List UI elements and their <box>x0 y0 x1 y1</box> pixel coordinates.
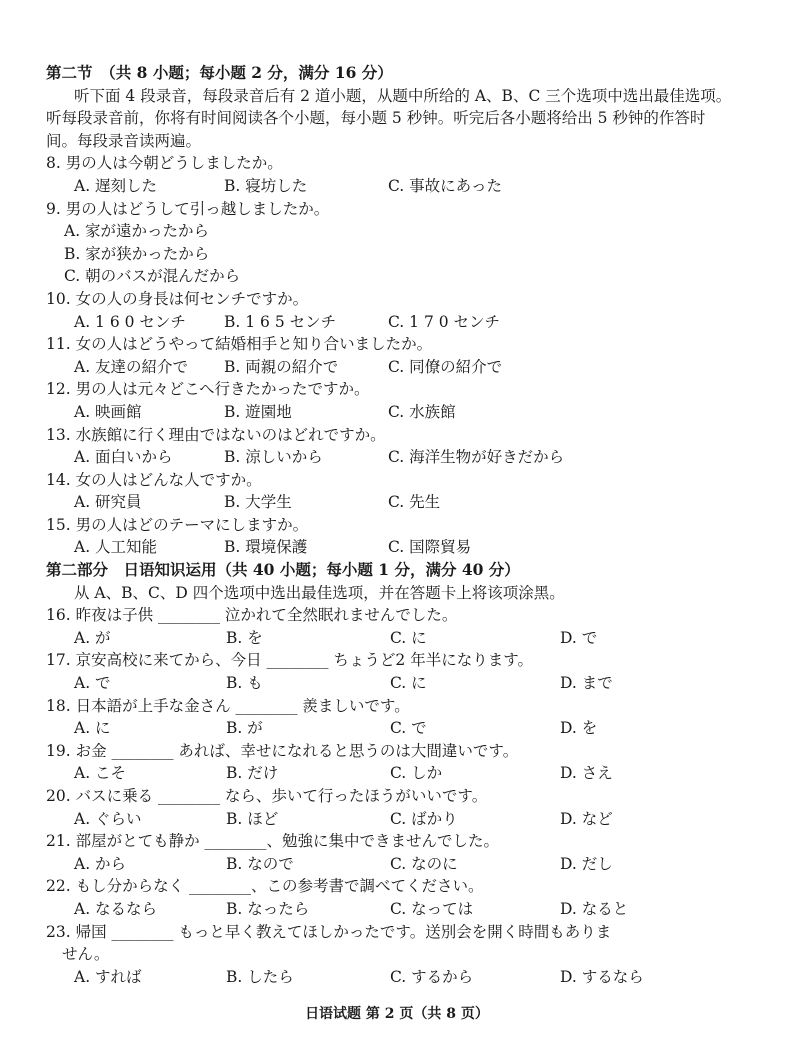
option-d: D. を <box>560 719 598 738</box>
option-b: B. 家が狭かったから <box>64 244 210 263</box>
option-c: C. に <box>390 628 427 647</box>
options <box>46 853 746 876</box>
option-c: C. 海洋生物が好きだから <box>388 448 565 467</box>
option-a: A. 家が遠かったから <box>64 222 210 241</box>
question: 17. 京安高校に来てから、今日 ________ ちょうど2 年半になります。 <box>46 651 533 670</box>
page-footer: 日语试题 第 2 页（共 8 页） <box>305 1006 489 1022</box>
question: 11. 女の人はどうやって結婚相手と知り合いましたか。 <box>46 335 433 354</box>
options <box>46 401 746 424</box>
option-c: C. 水族館 <box>388 402 456 421</box>
option-b: B. が <box>226 719 263 738</box>
option-c: C. ばかり <box>390 809 458 828</box>
option-b: B. なので <box>226 854 294 873</box>
options <box>46 446 746 469</box>
option-d: D. まで <box>560 674 613 693</box>
option-c: C. しか <box>390 764 443 783</box>
option-b: B. を <box>226 628 263 647</box>
option-b: B. 1 6 5 センチ <box>224 312 337 331</box>
option-c: C. で <box>390 719 427 738</box>
question: 15. 男の人はどのテーマにしますか。 <box>46 515 309 534</box>
question: 14. 女の人はどんな人ですか。 <box>46 470 262 489</box>
question: 23. 帰国 ________ もっと早く教えてほしかったです。送別会を開く時間もありま <box>46 922 612 941</box>
option-b: B. ほど <box>226 809 279 828</box>
question: 8. 男の人は今朝どうしましたか。 <box>46 154 283 173</box>
option-c: C. 1 7 0 センチ <box>388 312 501 331</box>
part-instructions: 从 A、B、C、D 四个选项中选出最佳选项，并在答题卡上将该项涂黑。 <box>74 583 565 602</box>
options <box>46 175 746 198</box>
option-a: A. 面白いから <box>74 448 173 467</box>
section-instructions: 听下面 4 段录音，每段录音后有 2 道小题，从题中所给的 A、B、C 三个选项中选出最佳选项。听每段录音前，你将有时间阅读各个小题，每小题 5 秒钟。听完后各小题将给出 5 秒钟的作答时间。每段录音读两遍。 <box>46 86 732 150</box>
option-b: B. 涼しいから <box>224 448 323 467</box>
question: 9. 男の人はどうして引っ越しましたか。 <box>46 199 330 218</box>
listening-questions <box>46 152 746 559</box>
options <box>46 627 746 650</box>
option-a: A. なるなら <box>74 899 158 918</box>
option-d: D. だし <box>560 854 613 873</box>
options <box>46 966 746 989</box>
option-d: D. するなら <box>560 967 644 986</box>
option-c: C. なっては <box>390 899 474 918</box>
option-c: C. するから <box>390 967 474 986</box>
question: 20. バスに乗る ________ なら、歩いて行ったほうがいいです。 <box>46 787 488 805</box>
option-a: A. 映画館 <box>74 402 142 421</box>
option-b: B. 環境保護 <box>224 538 308 557</box>
options <box>46 672 746 695</box>
options <box>46 356 746 379</box>
question: 13. 水族館に行く理由ではないのはどれですか。 <box>46 425 386 444</box>
question: 21. 部屋がとても静か ________、勉強に集中できませんでした。 <box>46 832 500 851</box>
option-c: C. 国際貿易 <box>388 538 472 557</box>
option-a: A. すれば <box>74 967 142 986</box>
question: 19. お金 ________ あれば、幸せになれると思うのは大間違いです。 <box>46 741 519 760</box>
option-c: C. 事故にあった <box>388 176 503 195</box>
question: 18. 日本語が上手な金さん ________ 羨ましいです。 <box>46 696 410 715</box>
question: 16. 昨夜は子供 ________ 泣かれて全然眠れませんでした。 <box>46 606 458 625</box>
option-b: B. 大学生 <box>224 493 292 512</box>
option-d: D. なると <box>560 899 629 918</box>
option-c: C. 同僚の紹介で <box>388 357 503 376</box>
option-a: A. 友達の紹介で <box>74 357 189 376</box>
option-b: B. 遊園地 <box>224 402 292 421</box>
options <box>46 220 746 288</box>
option-a: A. 人工知能 <box>74 538 158 557</box>
option-d: D. など <box>560 809 613 828</box>
options <box>46 808 746 831</box>
question: 10. 女の人の身長は何センチですか。 <box>46 289 309 308</box>
option-c: C. に <box>390 674 427 693</box>
option-a: A. ぐらい <box>74 809 142 828</box>
options <box>46 536 746 559</box>
options <box>46 898 746 921</box>
option-b: B. 両親の紹介で <box>224 357 339 376</box>
option-a: A. が <box>74 628 111 647</box>
option-b: B. したら <box>226 967 294 986</box>
option-a: A. から <box>74 854 127 873</box>
option-a: A. で <box>74 674 111 693</box>
option-a: A. 遅刻した <box>74 176 158 195</box>
option-b: B. なったら <box>226 899 310 918</box>
option-a: A. 1 6 0 センチ <box>74 312 186 331</box>
option-b: B. 寝坊した <box>224 176 308 195</box>
options <box>46 491 746 514</box>
option-c: C. 先生 <box>388 493 441 512</box>
option-b: B. も <box>226 674 263 693</box>
options <box>46 717 746 740</box>
option-a: A. に <box>74 719 111 738</box>
option-b: B. だけ <box>226 764 279 783</box>
option-a: A. こそ <box>74 764 127 783</box>
option-c: C. 朝のバスが混んだから <box>64 267 241 286</box>
option-c: C. なのに <box>390 854 458 873</box>
options <box>46 762 746 785</box>
grammar-questions <box>46 604 746 988</box>
option-d: D. で <box>560 628 598 647</box>
question: 12. 男の人は元々どこへ行きたかったですか。 <box>46 380 370 399</box>
options <box>46 311 746 334</box>
part-heading: 第二部分 日语知识运用（共 40 小题；每小题 1 分，满分 40 分） <box>46 560 520 580</box>
question: 22. もし分からなく ________、この参考書で調べてください。 <box>46 877 484 896</box>
question-continuation: せん。 <box>62 945 110 964</box>
exam-page <box>46 62 746 988</box>
option-a: A. 研究員 <box>74 493 142 512</box>
option-d: D. さえ <box>560 764 613 783</box>
section-heading: 第二节 （共 8 小题；每小题 2 分，满分 16 分） <box>46 63 393 82</box>
